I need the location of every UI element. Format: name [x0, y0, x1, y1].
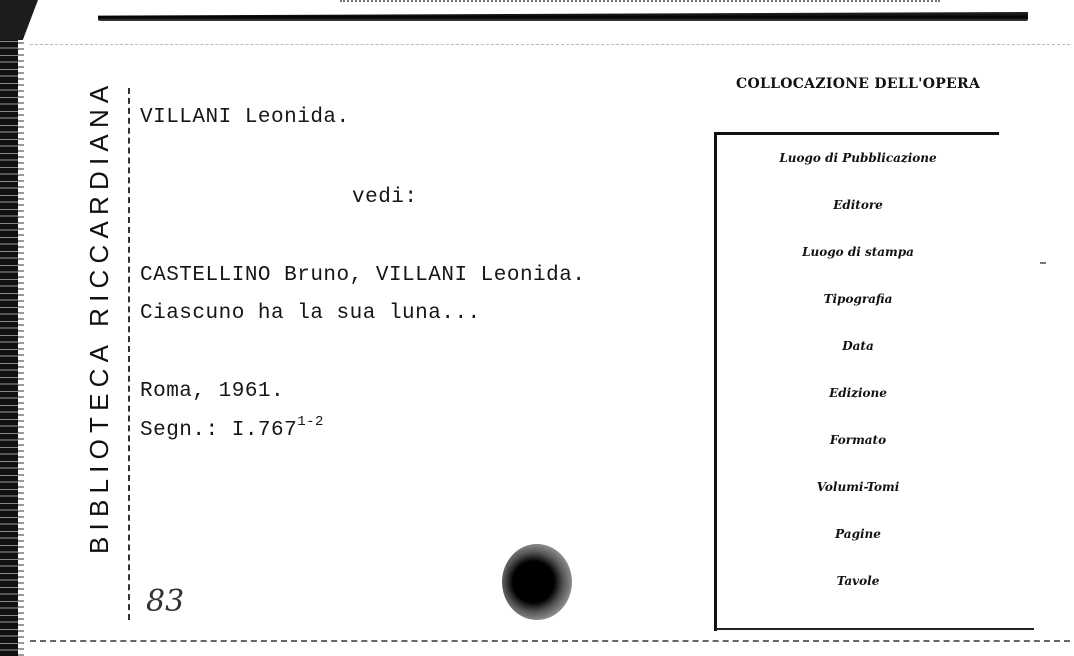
see-reference: vedi:	[352, 186, 418, 209]
margin-rule	[128, 88, 130, 620]
field-tipografia: Tipografia	[823, 292, 893, 306]
scan-left-edge-texture	[18, 0, 24, 656]
scan-tick	[1040, 262, 1046, 264]
shelfmark-value: Segn.: I.767	[140, 419, 298, 442]
handwritten-note: 83	[146, 584, 185, 619]
card-guide-line	[30, 44, 1070, 45]
shelfmark-superscript: 1-2	[297, 414, 324, 430]
place-year: Roma, 1961.	[140, 380, 285, 403]
field-formato: Formato	[829, 433, 887, 447]
library-stamp: BIBLIOTECA RICCARDIANA	[84, 79, 114, 554]
field-data: Data	[842, 339, 874, 353]
punch-hole	[502, 544, 572, 620]
scan-left-edge	[0, 0, 18, 656]
card-bottom-edge	[30, 640, 1070, 642]
shelfmark	[140, 414, 324, 442]
field-editore: Editore	[833, 198, 883, 212]
collocation-bottom-rule	[716, 628, 1034, 630]
field-tavole: Tavole	[836, 574, 880, 588]
authors-line: CASTELLINO Bruno, VILLANI Leonida.	[140, 264, 586, 287]
title-line: Ciascuno ha la sua luna...	[140, 302, 481, 325]
field-volumi-tomi: Volumi-Tomi	[816, 480, 900, 494]
collocation-box	[714, 132, 999, 631]
scan-top-dashes	[340, 0, 940, 6]
card-top-edge	[98, 12, 1028, 21]
field-pagine: Pagine	[835, 527, 881, 541]
field-edizione: Edizione	[829, 386, 887, 400]
scan-corner	[0, 0, 38, 40]
field-luogo-stampa: Luogo di stampa	[802, 245, 914, 259]
field-luogo-pubblicazione: Luogo di Pubblicazione	[779, 151, 937, 165]
collocation-header: COLLOCAZIONE DELL'OPERA	[736, 76, 981, 92]
author-heading: VILLANI Leonida.	[140, 106, 350, 129]
